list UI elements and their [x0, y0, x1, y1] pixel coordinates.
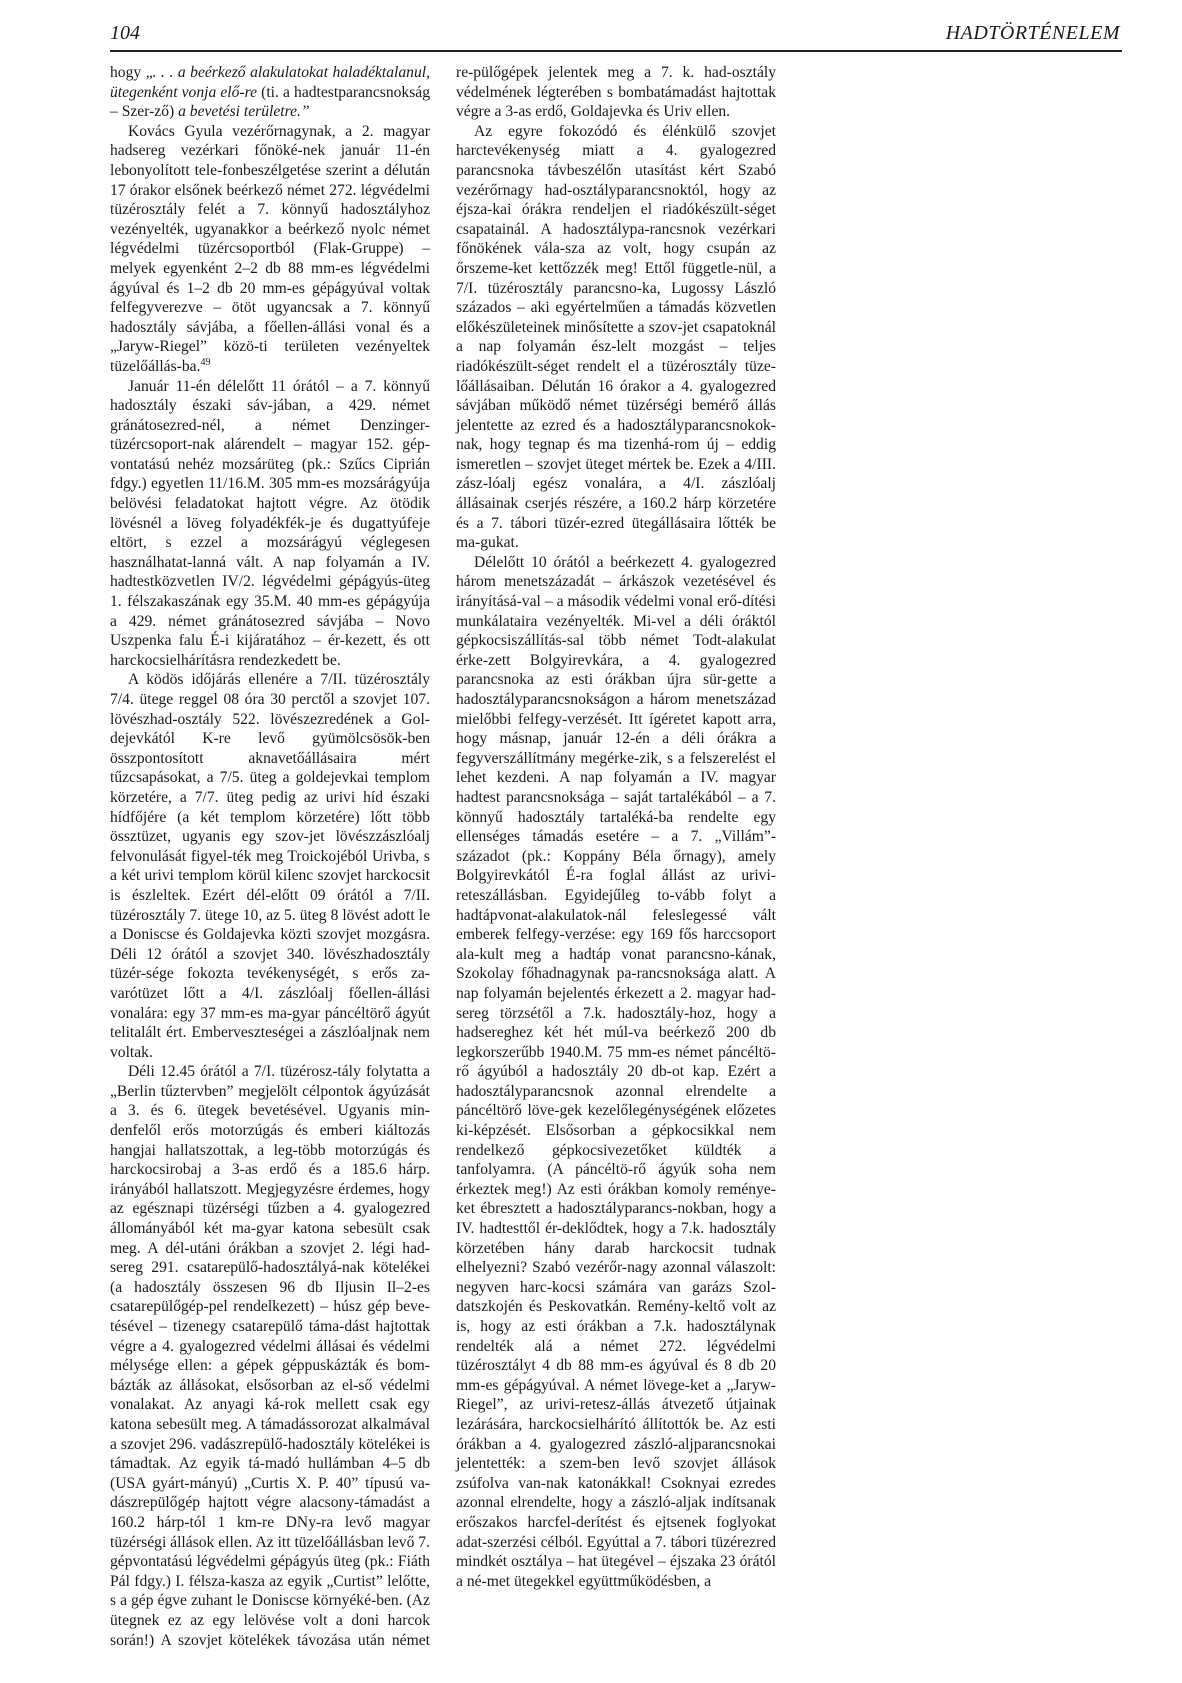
article-body — [110, 63, 1122, 1663]
quote-lead: hogy „ — [110, 64, 153, 81]
paragraph-intensifying: Az egyre fokozódó és élénkülő szovjet harctevékenység miatt a 4. gyalogezred parancsnoka távbeszélőn utasítást kért Szabó vezérőrnagy had-osztályparancsnoktól, hogy az éjsza-kai órákra rendeljen el riadókészült-séget csapatainál. A hadosztálypa-rancsnok vezérkari főnökének vála-sza az volt, hogy csupán az őrszeme-ket kettőzzék meg! Ettől függetle-nül, a 7/I. tüzérosztály parancsno-ka, Lugossy László százados – aki egyértelműen a támadás közvetlen előkészületeinek minősítette a szov-jet csapatoknál a nap folyamán ész-lelt mozgást – teljes riadókészült-séget rendelt el a tüzérosztály tüze-lőállásaiban. Délután 16 órakor a 4. gyalogezred sávjában működő német tüzérségi bemérő állás jelentette az ezred és a hadosztályparancsnokok-nak, hogy tegnap és ma tizenhá-rom új – eddig ismeretlen – szovjet üteget mértek be. Ezek a 4/III. zász-lóalj egész vonalára, a 4/I. zászlóalj állásainak cserjés részére, a 160.2 hárp körzetére és a 7. tábori tüzér-ezred ütegállásaira lőtték be ma-gukat. — [456, 122, 776, 552]
quote-italic-c: a bevetési területre.” — [178, 103, 310, 121]
paragraph-foggy-weather: A ködös időjárás ellenére a 7/II. tüzérosztály 7/4. ütege reggel 08 óra 30 perctől a szovjet 107. lövészhad-osztály 522. lövészezredének a Gol-dejevkától K-re levő gyümölcsösök-ben összpontosított aknavetőállásaira mért tűzcsapásokat, a 7/5. üteg a goldejevkai templom körzetére, a 7/7. üteg pedig az urivi híd északi hídfőjére (a két templom körzetére) lőtt több össztüzet, ugyanis egy szov-jet lövészzászlóalj felvonulását figyel-ték meg Troickojéból Urivba, s a két urivi templom körül kilenc szovjet harckocsit is észleltek. Ezért dél-előtt 09 órától a 7/II. tüzérosztály 7. ütege 10, az 5. üteg 8 lövést adott le a Doniscse és Goldajevka közti szovjet mozgásra. Déli 12 órától a szovjet 340. lövészhadosztály tüzér-sége fokozta tevékenységét, s erős za-varótüzet lőtt a 4/I. zászlóalj főellen-állási vonalára: egy 37 mm-es ma-gyar páncéltörő ágyút telitalált ért. Emberveszteségei a zászlóaljnak nem voltak. — [110, 671, 430, 1061]
paragraph-january-11: Január 11-én délelőtt 11 órától – a 7. könnyű hadosztály északi sáv-jában, a 429. német gránátosezred-nél, a német Denzinger-tüzércsoport-nak alárendelt – magyar 152. gép-vontatású nehéz mozsárüteg (pk.: Szűcs Ciprián fdgy.) egyetlen 11/16.M. 305 mm-es mozsárágyúja belövési feladatokat hajtott végre. Az ötödik lövésnél a löveg folyadékfék-je és dugattyúfeje eltört, s ezzel a mozsárágyú véglegesen használhatat-lanná vált. A nap folyamán a IV. hadtestközvetlen IV/2. légvédelmi gépágyús-üteg 1. félszakaszának egy 35.M. 40 mm-es gépágyúja a 429. német gránátosezred sávjába – Novo Uszpenka falu É-i kijáratához – ér-kezett, és ott harckocsielhárításra rendezkedett be. — [110, 377, 430, 669]
paragraph-morning-10: Délelőtt 10 órától a beérkezett 4. gyalogezred három menetszázadát – árkászok vezetésével és irányításá-val – a második védelmi vonal erő-dítési munkálataira vezényelték. Mi-vel a déli óráktól gépkocsiszállítás-sal több német Todt-alakulat érke-zett Bolgyirevkára, a 4. gyalogezred parancsnoka az esti órákban újra sür-gette a hadosztályparancsnokságon a három menetszázad mielőbbi felfegy-verzését. Itt ígéretet kapott arra, hogy másnap, január 12-én a déli órákra a fegyverszállítmány megérke-zik, s a felszerelést el lehet kezdeni. A nap folyamán a IV. magyar hadtest parancsnoksága – saját tartalékából – a 7. könnyű hadosztály tartaléká-ba rendelte egy ellenséges támadás esetére – a 7. „Villám”-századot (pk.: Koppány Béla őrnagy), amely Bolgyirevkától É-ra foglal állást az urivi-reteszállásban. Egyidejűleg to-vább folyt a hadtápvonat-alakulatok-nál feleslegessé vált emberek felfegy-verzése: egy 169 fős harccsoport ala-kult meg a hadtáp vonat parancsno-kának, Szokolay főhadnagynak pa-rancsnoksága alatt. A nap folyamán bejelentés érkezett a 2. magyar had-sereg törzsétől a 7.k. hadosztály-hoz, hogy a hadsereghez két hét múl-va beérkező 200 db legkorszerűbb 1940.M. 75 mm-es német páncéltö-rő ágyúból a hadosztály 20 db-ot kap. Ezért a hadosztályparancsnok azonnal elrendelte a páncéltörő löve-gek kezelőlegénységének előzetes ki-képzését. Elsősorban a gépkocsikkal nem rendelkező gépkocsivezetőket küldték a tanfolyamra. (A páncéltö-rő ágyúk soha nem érkeztek meg!) Az esti órákban komoly reménye-ket ébresztett a hadosztályparancs-nokban, hogy a IV. hadtesttől ér-deklődtek, hogy a 7.k. hadosztály körzetében hány darab harckocsit tudnak elhelyezni? Szabó vezérőr-nagy azonnal válaszolt: negyven harc-kocsi számára van garázs Szol-datszkojén és Peskovatkán. Remény-keltő volt az is, hogy az esti órákban a 7.k. hadosztálynak rendelték alá a német 272. légvédelmi tüzérosztályt 4 db 88 mm-es ágyúval és 8 db 20 mm-es gépágyúval. A német lövege-ket a „Jaryw-Riegel”, az urivi-retesz-állás átvezető útjainak lezárására, harckocsielhárító állítottók be. Az esti órákban a 4. gyalogezred zászló-aljparancsnokai jelentették: a szem-ben levő szovjet állások zsúfolva van-nak katonákkal! Csoknyai ezredes azonnal elrendelte, hogy a zászló-aljak indítsanak erőszakos harcfel-derítést és ejtsenek foglyokat adat-szerzési célból. Egyúttal a 7. tábori tüzérezred mindkét osztálya – hat ütegével – éjszaka 23 órától a né-met ütegekkel együttműködésben, a — [456, 553, 776, 1590]
footnote-marker: 49 — [200, 356, 211, 368]
page-number: 104 — [110, 22, 140, 44]
quote-italic-a: . . . a beérkező alakulatokat haladéktalanul, ütegenként vonja elő-re — [110, 64, 430, 101]
quote-normal-b: (ti. a hadtestparancsnokság – Szer-ző) — [110, 83, 430, 121]
paragraph-noon: Déli 12.45 órától a 7/I. tüzérosz-tály folytatta a „Berlin tűztervben” megjelölt célpontok ágyúzását a 3. és 6. ütegek bevetésével. Ugyanis min-denfelől erős motorzúgás és emberi kiáltozás hangjai hallatszottak, a leg-több motorzúgás és harckocsirobaj a 3-as erdő és a 185.6 hárp. irányából hallatszott. Megjegyzésre érdemes, hogy az egésznapi tüzérségi tűzben a 4. gyalogezred állományából két ma-gyar katona sebesült csak meg. A dél-utáni órákban a szovjet 2. légi had-sereg 291. csatarepülő-hadosztályá-nak kötelékei (a hadosztály összesen 96 db Iljusin Il–2-es csatarepülőgép-pel rendelkezett) – húsz gép beve-tésével – tizenegy csatarepülő táma-dást hajtottak végre a 4. gyalogezred védelmi állásai és védelmi mélysége ellen: a gépek géppuskázták és bom-bázták az állásokat, elsősorban az el-ső védelmi vonalakat. Az anyagi ká-rok mellett csak egy katona sebesült meg. A támadássorozat alkalmával a szovjet 296. vadászrepülő-hadosztály kötelékei is támadtak. Az egyik tá-madó hullámban 4–5 db (USA gyárt-mányú) „Curtis X. P. 40” típusú va-dászrepülőgép hajtott végre alacsony-támadást a 160.2 hárp-tól 1 km-re DNy-ra levő magyar tüzérségi állások ellen. Az itt tüzelőállásban levő 7. gépvontatású légvédelmi gépágyús üteg (pk.: Fiáth Pál fdgy.) I. félsza-kasza az egyik „Curtist” lelőtte, s a gép égve zuhant le Doniscse környéké-ben. (Az ütegnek ez az egy lelövése volt a doni harcok során!) A szovjet kötelékek távozása után német re-pülőgépek jelentek meg a 7. k. had-osztály védelmének légterében s bombatámadást hajtottak végre a 3-as erdő, Goldajevka és Uriv ellen. — [110, 64, 776, 1649]
paragraph-kovacs-text: Kovács Gyula vezérőrnagynak, a 2. magyar hadsereg vezérkari főnöké-nek január 11-én lebonyolított tele-fonbeszélgetése szerint a délután 17 órakor elsőnek beérkező német 272. légvédelmi tüzérosztály felét a 7. könnyű hadosztályhoz vezényelték, ugyanakkor a beérkező nyolc német légvédelmi tüzércsoportból (Flak-Gruppe) – melyek egyenként 2–2 db 88 mm-es légvédelmi ágyúval és 1–2 db 20 mm-es gépágyúval voltak felfegyverezve – ötöt ugyancsak a 7. könnyű hadosztály sávjába, a főellen-állási vonal és a „Jaryw-Riegel” közö-ti területen vezényeltek tüzelőállás-ba. — [110, 122, 430, 375]
header-rule — [110, 50, 1122, 52]
paragraph-kovacs — [110, 122, 430, 377]
paragraph-quote — [110, 63, 430, 122]
journal-title: HADTÖRTÉNELEM — [945, 22, 1120, 44]
